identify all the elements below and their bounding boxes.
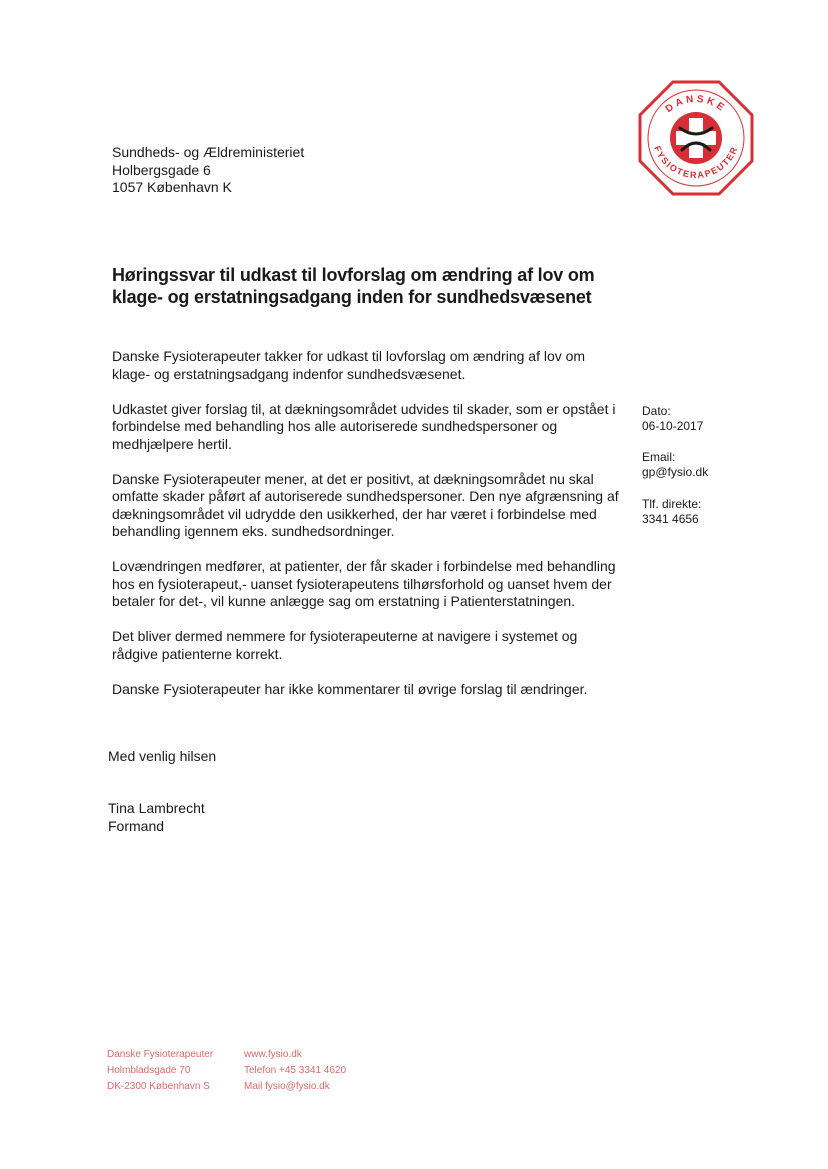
letter-body	[112, 348, 622, 716]
body-paragraph: Danske Fysioterapeuter takker for udkast til lovforslag om ændring af lov om klage- og erstatningsadgang indenfor sundhedsvæsenet.	[112, 348, 586, 382]
footer-web: www.fysio.dk	[244, 1049, 302, 1060]
body-paragraph: Danske Fysioterapeuter har ikke kommentarer til øvrige forslag til ændringer.	[112, 680, 588, 697]
date-block	[642, 404, 708, 434]
svg-text:DANSKE: DANSKE	[663, 93, 729, 116]
letter-metadata	[642, 404, 708, 544]
recipient-city: 1057 København K	[112, 179, 232, 195]
signer-title: Formand	[108, 817, 165, 834]
footer-contact	[244, 1047, 346, 1095]
date-value: 06-10-2017	[642, 419, 704, 433]
date-label: Dato:	[642, 404, 671, 418]
signature-block	[108, 800, 205, 835]
closing-salutation: Med venlig hilsen	[108, 748, 217, 764]
footer-org: Danske Fysioterapeuter	[107, 1049, 214, 1060]
body-paragraph: Danske Fysioterapeuter mener, at det er positivt, at dækningsområdet nu skal omfatte skader påført af autoriserede sundhedspersoner. Den nye afgrænsning af dækningsområdet vil udrydde den usikkerhed, der har været i forbindelse med behandling igennem eks. sundhedsordninger.	[112, 470, 619, 539]
svg-text:FYSIOTERAPEUTER: FYSIOTERAPEUTER	[652, 144, 740, 181]
organization-logo	[636, 78, 756, 198]
recipient-address	[112, 144, 304, 197]
email-block	[642, 450, 708, 480]
body-paragraph: Lovændringen medfører, at patienter, der får skader i forbindelse med behandling hos en fysioterapeut,- uanset fysioterapeutens tilhørsforhold og uanset hvem der betaler for det-, vil kunne anlægge sag om erstatning i Patienterstatningen.	[112, 558, 616, 609]
footer-city: DK-2300 København S	[107, 1081, 210, 1092]
footer-phone: Telefon +45 3341 4620	[244, 1065, 347, 1076]
email-value: gp@fysio.dk	[642, 465, 709, 479]
email-label: Email:	[642, 450, 676, 464]
phone-block	[642, 497, 708, 527]
footer-street: Holmbladsgade 70	[107, 1065, 191, 1076]
signer-name: Tina Lambrecht	[108, 800, 205, 816]
letter-heading: Høringssvar til udkast til lovforslag om ændring af lov om klage- og erstatningsadgang inden for sundhedsvæsenet	[112, 265, 595, 307]
body-paragraph: Det bliver dermed nemmere for fysioterapeuterne at navigere i systemet og rådgive patienterne korrekt.	[112, 628, 578, 662]
body-paragraph: Udkastet giver forslag til, at dækningsområdet udvides til skader, som er opstået i forbindelse med behandling hos alle autoriserede sundhedspersoner og medhjælpere hertil.	[112, 400, 616, 452]
footer-mail: Mail fysio@fysio.dk	[244, 1081, 330, 1092]
recipient-name: Sundheds- og Ældreministeriet	[112, 144, 305, 160]
recipient-street: Holbergsgade 6	[112, 161, 211, 178]
phone-value: 3341 4656	[642, 512, 699, 526]
footer-address	[107, 1047, 213, 1095]
phone-label: Tlf. direkte:	[642, 497, 702, 511]
